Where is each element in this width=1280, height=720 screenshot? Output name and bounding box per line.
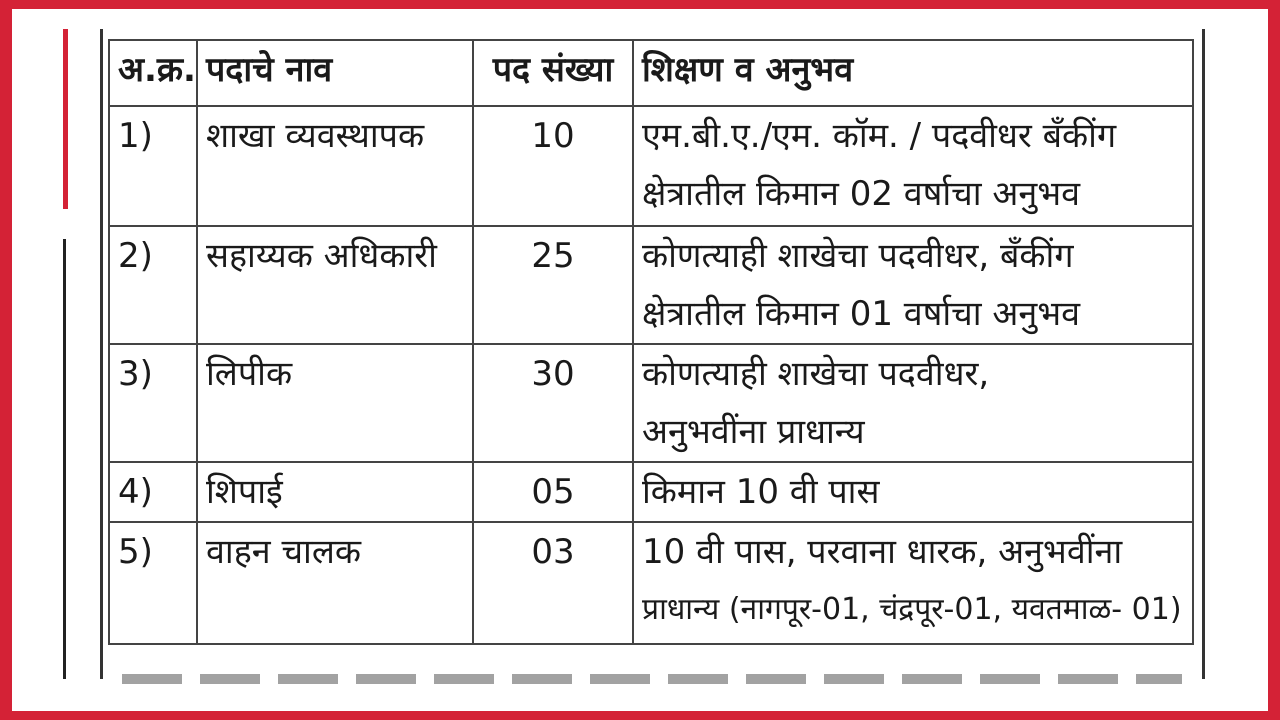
qualification-line: अनुभवींना प्राधान्य [642, 412, 865, 452]
column-right-rule [1202, 29, 1205, 679]
table-row [109, 226, 1193, 344]
cropped-text-line [122, 674, 1182, 684]
row-qualification [633, 344, 1193, 462]
row-post-name: वाहन चालक [197, 522, 473, 644]
header-post-name: पदाचे नाव [197, 40, 473, 106]
table-row [109, 522, 1193, 644]
row-post-count: 05 [473, 462, 633, 522]
recruitment-table [108, 39, 1194, 645]
qualification-line: क्षेत्रातील किमान 01 वर्षाचा अनुभव [642, 294, 1081, 334]
qualification-line: एम.बी.ए./एम. कॉम. / पदवीधर बँकींग [642, 116, 1117, 156]
left-red-strip [63, 29, 68, 209]
table-row [109, 462, 1193, 522]
table-row [109, 106, 1193, 226]
qualification-line: 10 वी पास, परवाना धारक, अनुभवींना [642, 532, 1123, 572]
row-serial: 5) [109, 522, 197, 644]
table-row [109, 344, 1193, 462]
row-post-name: सहाय्यक अधिकारी [197, 226, 473, 344]
row-qualification [633, 106, 1193, 226]
row-qualification [633, 522, 1193, 644]
row-post-name: शाखा व्यवस्थापक [197, 106, 473, 226]
row-post-count: 25 [473, 226, 633, 344]
qualification-line: किमान 10 वी पास [642, 472, 880, 512]
qualification-line: कोणत्याही शाखेचा पदवीधर, बँकींग [642, 236, 1074, 276]
row-qualification [633, 226, 1193, 344]
header-serial: अ.क्र. [109, 40, 197, 106]
document-page [12, 9, 1268, 711]
qualification-line: कोणत्याही शाखेचा पदवीधर, [642, 354, 990, 394]
row-post-count: 30 [473, 344, 633, 462]
row-post-name: शिपाई [197, 462, 473, 522]
row-serial: 1) [109, 106, 197, 226]
qualification-line: प्राधान्य (नागपूर-01, चंद्रपूर-01, यवतमाळ- 01) [642, 592, 1182, 627]
row-post-count: 10 [473, 106, 633, 226]
row-post-count: 03 [473, 522, 633, 644]
row-serial: 2) [109, 226, 197, 344]
column-left-rule [100, 29, 103, 679]
header-post-count: पद संख्या [473, 40, 633, 106]
row-serial: 4) [109, 462, 197, 522]
table-header-row [109, 40, 1193, 106]
header-qualification: शिक्षण व अनुभव [633, 40, 1193, 106]
row-post-name: लिपीक [197, 344, 473, 462]
row-qualification [633, 462, 1193, 522]
qualification-line: क्षेत्रातील किमान 02 वर्षाचा अनुभव [642, 174, 1081, 214]
left-margin-line [63, 239, 66, 679]
row-serial: 3) [109, 344, 197, 462]
